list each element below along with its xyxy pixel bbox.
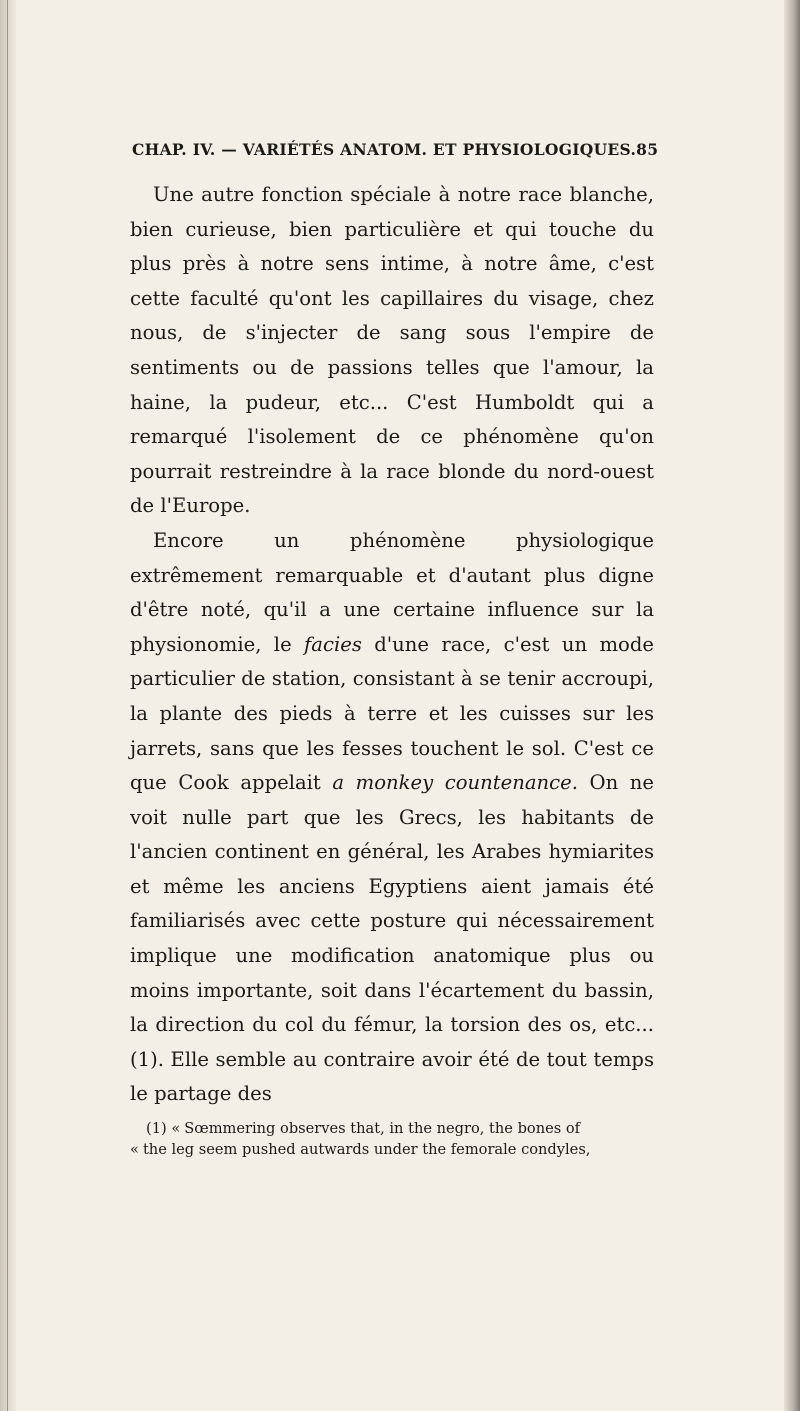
paragraph-2-start: Encore un phénomène physiologique extrêmement remarquable et d'autant plus digne d'être noté, qu'il a une certaine influence sur la physionomie, le — [130, 528, 654, 656]
paragraph-2 — [130, 524, 654, 1112]
footnote-marker: (1) — [146, 1120, 167, 1138]
page-number: 85 — [636, 140, 659, 159]
footnote-line-2 — [130, 1139, 654, 1160]
running-head — [132, 140, 659, 166]
monkey-countenance-italic: a monkey countenance. — [332, 771, 578, 795]
page-right-edge — [784, 0, 800, 1411]
facies-italic: facies — [304, 632, 362, 656]
footnote-open-quote: « — [171, 1120, 181, 1138]
binding-line — [7, 0, 8, 1411]
paragraph-2-end: On ne voit nulle part que les Grecs, les habitants de l'ancien continent en général, les Arabes hymiarites et même les anciens Egyptiens aient jamais été familiarisés avec cette posture qui nécessairement implique une modification anatomique plus ou moins importante, soit dans l'écartement du bassin, la direction du col du fémur, la torsion des os, etc... (1). Elle semble au contraire avoir été de tout temps le partage des — [130, 771, 654, 1106]
footnote — [130, 1118, 654, 1160]
page-left-edge — [0, 0, 16, 1411]
footnote-text-1: Sœmmering observes that, in the negro, the bones of — [184, 1120, 581, 1138]
footnote-text-2: the leg seem pushed autwards under the femorale condyles, — [142, 1141, 591, 1159]
footnote-continuation-quote: « — [130, 1141, 139, 1159]
paragraph-2-middle: d'une race, c'est un mode particulier de station, consistant à se tenir accroupi, la plante des pieds à terre et les cuisses sur les jarrets, sans que les fesses touchent le sol. C'est ce que Cook appelait — [130, 632, 654, 795]
footnote-line-1 — [130, 1118, 654, 1139]
paragraph-1: Une autre fonction spéciale à notre race blanche, bien curieuse, bien particulière et qui touche du plus près à notre sens intime, à notre âme, c'est cette faculté qu'ont les capillaires du visage, chez nous, de s'injecter de sang sous l'empire de sentiments ou de passions telles que l'amour, la haine, la pudeur, etc... C'est Humboldt qui a remarqué l'isolement de ce phénomène qu'on pourrait restreindre à la race blonde du nord-ouest de l'Europe. — [130, 183, 654, 518]
running-head-title: CHAP. IV. — VARIÉTÉS ANATOM. ET PHYSIOLOGIQUES. — [132, 140, 637, 159]
text-block — [130, 140, 659, 1160]
